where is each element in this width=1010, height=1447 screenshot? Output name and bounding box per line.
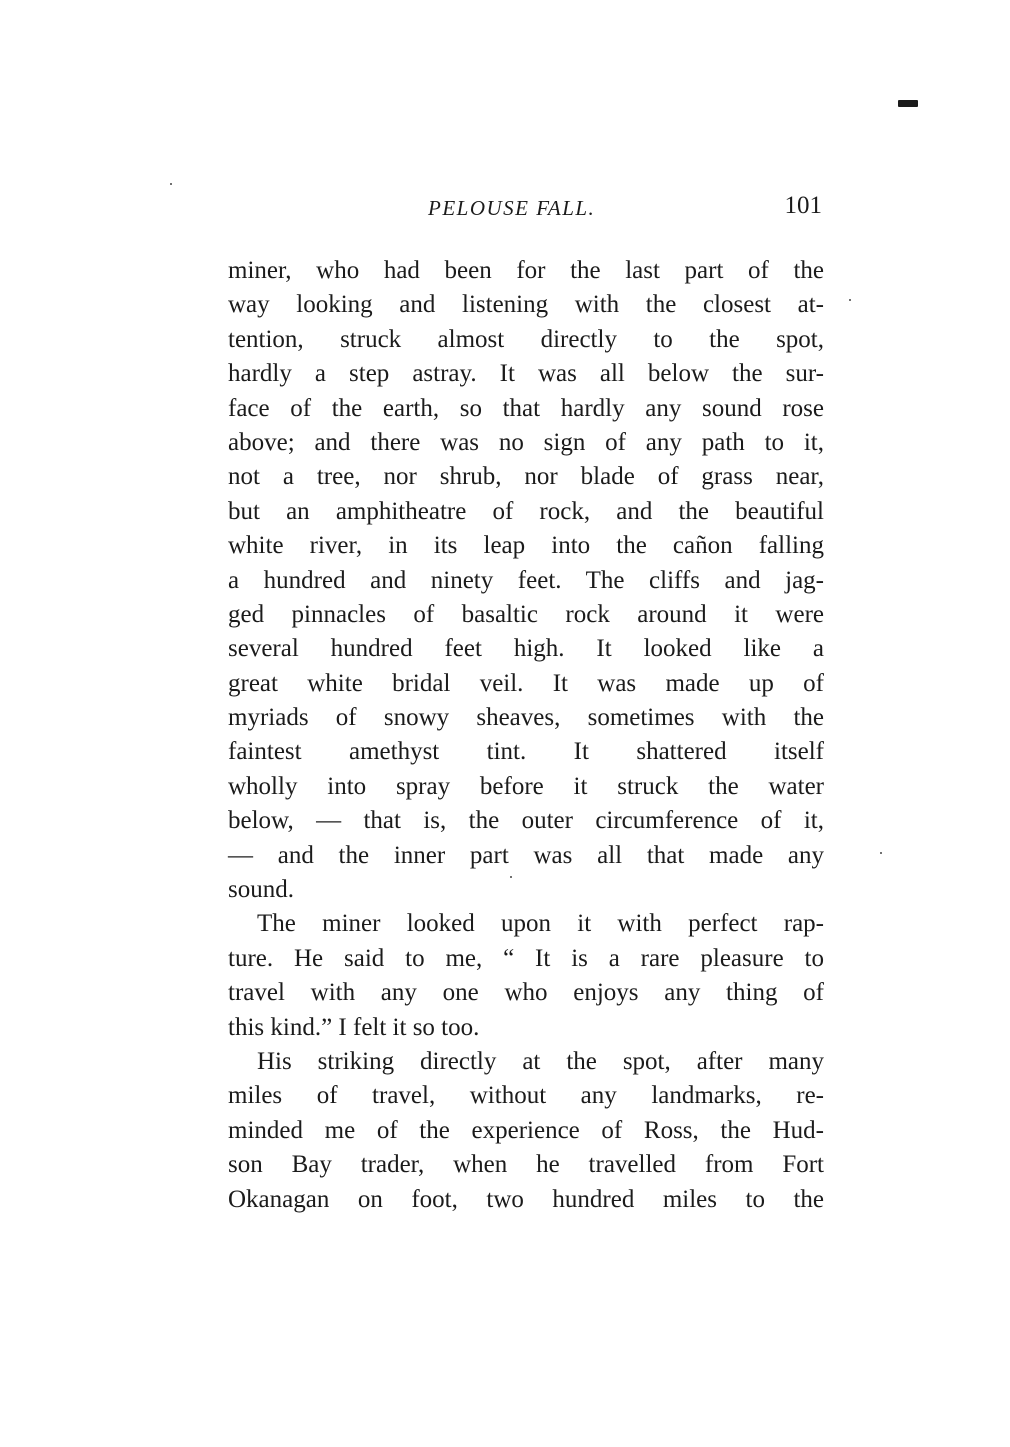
text-line: above; and there was no sign of any path to it, [228,428,824,456]
text-line: myriads of snowy sheaves, sometimes with the [228,704,824,732]
text-line: miner, who had been for the last part of the [228,257,824,284]
text-line: — and the inner part was all that made any [228,841,824,869]
text-line: sound. [228,876,294,904]
text-line: this kind.” I felt it so too. [228,1013,480,1041]
text-line: The miner looked upon it with perfect rap- [257,910,824,938]
ink-speck [849,299,851,301]
text-line: not a tree, nor shrub, nor blade of grass near, [228,463,824,491]
text-line: ture. He said to me, “ It is a rare pleasure to [228,944,824,972]
text-line: tention, struck almost directly to the spot, [228,325,824,353]
text-line: several hundred feet high. It looked like a [228,635,824,663]
page-number: 101 [784,192,822,219]
text-line: ged pinnacles of basaltic rock around it were [228,600,824,628]
text-line: travel with any one who enjoys any thing of [228,979,824,1007]
text-line: wholly into spray before it struck the water [228,772,824,800]
ink-speck [170,183,172,185]
text-line: miles of travel, without any landmarks, re- [228,1082,824,1110]
text-line: son Bay trader, when he travelled from Fort [228,1151,824,1179]
text-line: white river, in its leap into the cañon falling [228,532,824,560]
page-header [228,192,822,228]
text-line: a hundred and ninety feet. The cliffs and jag- [228,566,824,594]
text-line: face of the earth, so that hardly any sound rose [228,394,824,422]
text-line: way looking and listening with the closest at- [228,291,824,319]
body-text [228,254,824,1217]
text-line: great white bridal veil. It was made up of [228,669,824,697]
text-line: below, — that is, the outer circumference of it, [228,807,824,835]
text-line: Okanagan on foot, two hundred miles to the [228,1185,824,1213]
text-line: but an amphitheatre of rock, and the beautiful [228,497,824,525]
running-title: PELOUSE FALL. [428,196,596,220]
text-line: His striking directly at the spot, after many [257,1047,824,1075]
ink-mark [898,100,918,107]
ink-speck [880,852,882,854]
text-line: faintest amethyst tint. It shattered itself [228,738,824,766]
text-line: minded me of the experience of Ross, the Hud- [228,1116,824,1144]
text-line: hardly a step astray. It was all below the sur- [228,360,824,388]
